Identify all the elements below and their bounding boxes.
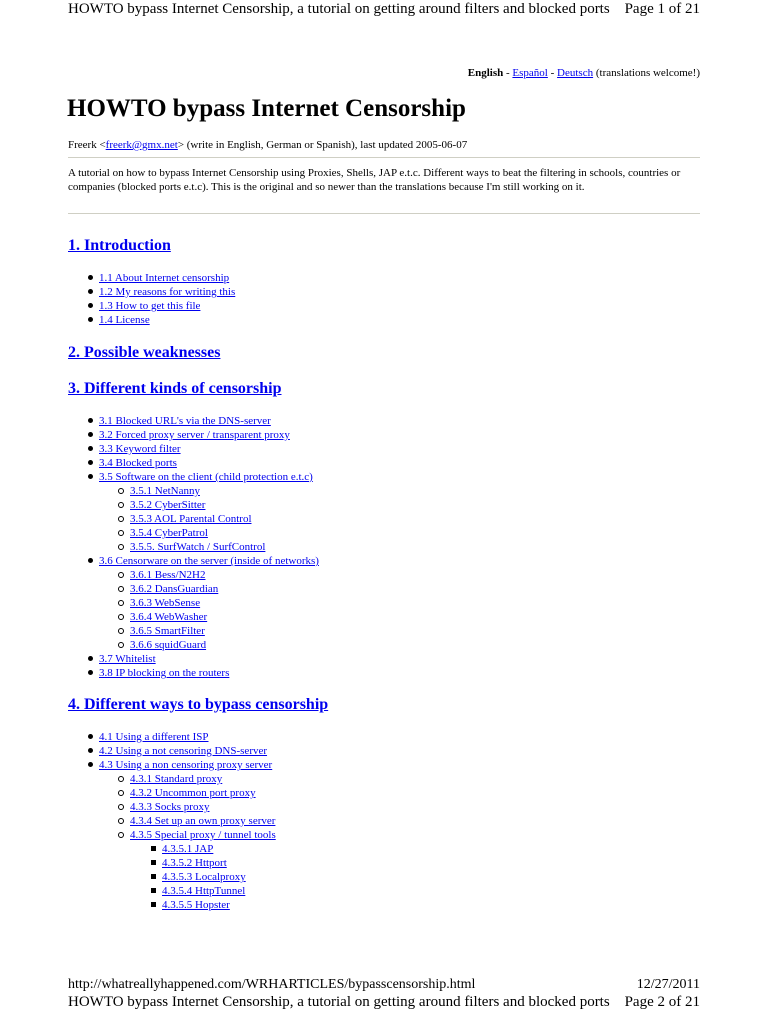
toc-subitem (87, 786, 276, 800)
author-suffix: > (write in English, German or Spanish), last updated 2005-06-07 (177, 139, 468, 151)
toc-link[interactable]: 3.4 Blocked ports (99, 457, 177, 469)
intro-paragraph: A tutorial on how to bypass Internet Censorship using Proxies, Shells, JAP e.t.c. Different ways to beat the filtering in schools, countries or companies (blocked ports e.t.c). This is the original and so newer than the translations because I'm still working on it. (68, 167, 681, 193)
language-current: English (467, 67, 504, 79)
language-note: (translations welcome!) (593, 67, 700, 79)
toc-subsubitem (87, 870, 276, 884)
circle-bullet-icon (118, 804, 124, 810)
section-heading-bypass-ways[interactable] (68, 695, 328, 715)
toc-item (87, 271, 235, 285)
circle-bullet-icon (118, 530, 124, 536)
bullet-icon (88, 317, 93, 322)
print-footer-url: http://whatreallyhappened.com/WRHARTICLES/bypasscensorship.html (68, 977, 476, 992)
language-link-spanish[interactable]: Español (512, 67, 548, 79)
bullet-icon (88, 432, 93, 437)
language-separator: - (547, 67, 558, 79)
section-link[interactable]: 4. Different ways to bypass censorship (68, 696, 329, 713)
page-title: HOWTO bypass Internet Censorship (67, 95, 466, 122)
print-header-next-page (68, 993, 708, 1011)
bullet-icon (88, 474, 93, 479)
toc-subitem (87, 498, 319, 512)
bullet-icon (88, 748, 93, 753)
toc-link[interactable]: 3.6.1 Bess/N2H2 (130, 569, 206, 581)
language-bar (468, 66, 700, 80)
toc-subitem (87, 638, 319, 652)
circle-bullet-icon (118, 544, 124, 550)
divider (68, 213, 700, 214)
section-heading-censorship-kinds[interactable] (68, 379, 282, 399)
toc-link[interactable]: 4.2 Using a not censoring DNS-server (99, 745, 268, 757)
toc-subsubitem (87, 856, 276, 870)
section-heading-weaknesses[interactable] (68, 343, 220, 363)
toc-subitem (87, 624, 319, 638)
section-link[interactable]: 3. Different kinds of censorship (68, 380, 282, 397)
toc-link[interactable]: 3.7 Whitelist (99, 653, 156, 665)
circle-bullet-icon (118, 516, 124, 522)
toc-link[interactable]: 3.5.1 NetNanny (130, 485, 200, 497)
toc-subitem (87, 814, 276, 828)
toc-link[interactable]: 1.3 How to get this file (99, 300, 201, 312)
circle-bullet-icon (118, 790, 124, 796)
toc-item (87, 554, 319, 568)
toc-subitem (87, 484, 319, 498)
toc-item (87, 666, 319, 680)
toc-item (87, 428, 319, 442)
square-bullet-icon (151, 874, 156, 879)
divider (68, 157, 700, 158)
circle-bullet-icon (118, 832, 124, 838)
bullet-icon (88, 762, 93, 767)
bullet-icon (88, 418, 93, 423)
circle-bullet-icon (118, 586, 124, 592)
toc-item (87, 313, 235, 327)
toc-list-introduction (87, 271, 235, 327)
toc-link[interactable]: 3.1 Blocked URL's via the DNS-server (99, 415, 271, 427)
toc-subitem (87, 596, 319, 610)
toc-subitem (87, 828, 276, 842)
toc-link[interactable]: 3.5.3 AOL Parental Control (130, 513, 252, 525)
toc-link[interactable]: 3.6.3 WebSense (130, 597, 201, 609)
toc-item (87, 730, 276, 744)
toc-subitem (87, 526, 319, 540)
toc-link[interactable]: 4.3.2 Uncommon port proxy (130, 787, 256, 799)
toc-link[interactable]: 3.3 Keyword filter (99, 443, 181, 455)
circle-bullet-icon (118, 776, 124, 782)
toc-item (87, 456, 319, 470)
toc-subitem (87, 512, 319, 526)
circle-bullet-icon (118, 628, 124, 634)
toc-item (87, 744, 276, 758)
bullet-icon (88, 558, 93, 563)
toc-link[interactable]: 3.5 Software on the client (child protection e.t.c) (99, 471, 313, 483)
toc-link[interactable]: 4.3.5.2 Httport (162, 857, 227, 869)
toc-link[interactable]: 4.3.1 Standard proxy (130, 773, 223, 785)
toc-subitem (87, 610, 319, 624)
toc-link[interactable]: 4.3.5.1 JAP (162, 843, 214, 855)
print-header-page: Page 1 of 21 (624, 1, 700, 17)
square-bullet-icon (151, 860, 156, 865)
toc-subitem (87, 568, 319, 582)
toc-link[interactable]: 4.3.5.4 HttpTunnel (162, 885, 246, 897)
toc-link[interactable]: 3.2 Forced proxy server / transparent proxy (99, 429, 290, 441)
toc-subitem (87, 772, 276, 786)
circle-bullet-icon (118, 818, 124, 824)
toc-link[interactable]: 3.5.4 CyberPatrol (130, 527, 208, 539)
toc-link[interactable]: 1.1 About Internet censorship (99, 272, 230, 284)
toc-link[interactable]: 3.6.6 squidGuard (130, 639, 207, 651)
toc-subitem (87, 800, 276, 814)
print-header-page: Page 2 of 21 (624, 994, 700, 1010)
toc-link[interactable]: 1.4 License (99, 314, 150, 326)
language-separator: - (503, 67, 513, 79)
toc-subsubitem (87, 884, 276, 898)
toc-link[interactable]: 4.3 Using a non censoring proxy server (99, 759, 273, 771)
author-line (68, 138, 467, 152)
print-header (68, 0, 708, 18)
section-heading-introduction[interactable] (68, 236, 171, 256)
author-email-link[interactable]: freerk@gmx.net (105, 139, 178, 151)
toc-link[interactable]: 3.6.4 WebWasher (130, 611, 208, 623)
bullet-icon (88, 275, 93, 280)
toc-subsubitem (87, 898, 276, 912)
toc-link[interactable]: 3.5.2 CyberSitter (130, 499, 206, 511)
square-bullet-icon (151, 846, 156, 851)
section-link[interactable]: 1. Introduction (68, 237, 171, 254)
circle-bullet-icon (118, 600, 124, 606)
bullet-icon (88, 289, 93, 294)
print-header-title: HOWTO bypass Internet Censorship, a tutorial on getting around filters and blocked ports (68, 994, 610, 1010)
toc-link[interactable]: 4.3.4 Set up an own proxy server (130, 815, 276, 827)
section-link[interactable]: 2. Possible weaknesses (68, 344, 221, 361)
bullet-icon (88, 446, 93, 451)
toc-link[interactable]: 4.3.5.3 Localproxy (162, 871, 246, 883)
toc-link[interactable]: 3.6 Censorware on the server (inside of networks) (99, 555, 319, 567)
toc-item (87, 299, 235, 313)
toc-subitem (87, 540, 319, 554)
toc-item (87, 758, 276, 772)
bullet-icon (88, 460, 93, 465)
author-prefix: Freerk < (68, 139, 106, 151)
circle-bullet-icon (118, 488, 124, 494)
toc-subitem (87, 582, 319, 596)
language-link-german[interactable]: Deutsch (557, 67, 594, 79)
toc-item (87, 652, 319, 666)
bullet-icon (88, 670, 93, 675)
toc-item (87, 470, 319, 484)
toc-link[interactable]: 4.3.5.5 Hopster (162, 899, 230, 911)
toc-link[interactable]: 3.6.5 SmartFilter (130, 625, 205, 637)
bullet-icon (88, 734, 93, 739)
toc-subsubitem (87, 842, 276, 856)
square-bullet-icon (151, 888, 156, 893)
circle-bullet-icon (118, 502, 124, 508)
toc-list-censorship-kinds (87, 414, 319, 680)
print-footer-date: 12/27/2011 (636, 977, 700, 992)
circle-bullet-icon (118, 642, 124, 648)
toc-link[interactable]: 3.6.2 DansGuardian (130, 583, 219, 595)
bullet-icon (88, 303, 93, 308)
square-bullet-icon (151, 902, 156, 907)
toc-item (87, 442, 319, 456)
toc-list-bypass-ways (87, 730, 276, 912)
circle-bullet-icon (118, 614, 124, 620)
toc-link[interactable]: 4.1 Using a different ISP (99, 731, 209, 743)
toc-link[interactable]: 3.5.5. SurfWatch / SurfControl (130, 541, 266, 553)
toc-item (87, 285, 235, 299)
toc-link[interactable]: 3.8 IP blocking on the routers (99, 667, 230, 679)
toc-link[interactable]: 4.3.5 Special proxy / tunnel tools (130, 829, 276, 841)
circle-bullet-icon (118, 572, 124, 578)
print-header-title: HOWTO bypass Internet Censorship, a tutorial on getting around filters and blocked ports (68, 1, 610, 17)
toc-item (87, 414, 319, 428)
bullet-icon (88, 656, 93, 661)
toc-link[interactable]: 4.3.3 Socks proxy (130, 801, 210, 813)
toc-link[interactable]: 1.2 My reasons for writing this (99, 286, 236, 298)
